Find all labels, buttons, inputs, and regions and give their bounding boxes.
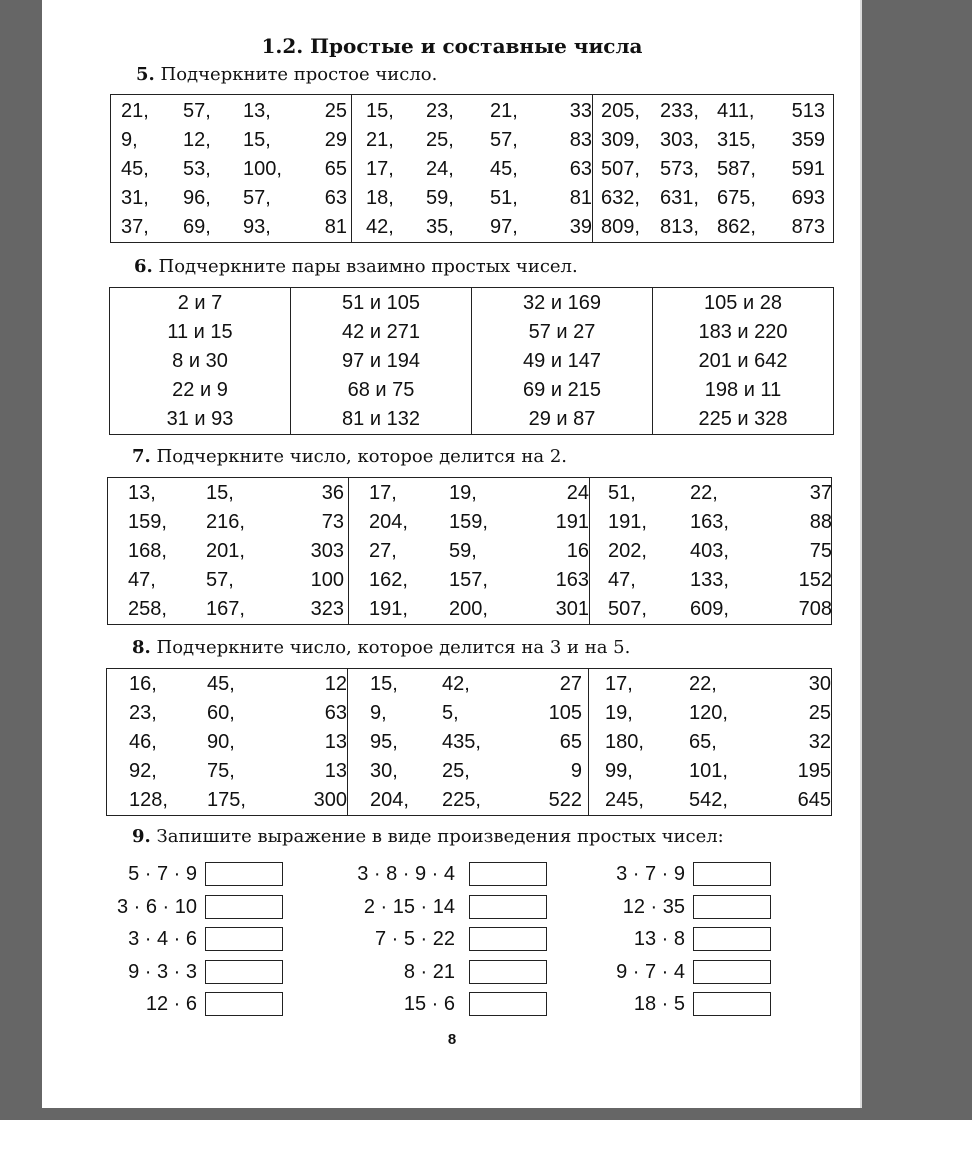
table-cell: 92, — [129, 760, 157, 782]
task-5-block-3 — [593, 95, 834, 243]
task-5-table — [110, 94, 834, 243]
table-cell: 9, — [121, 129, 138, 151]
table-cell: 93, — [243, 216, 271, 238]
table-cell: 301 — [555, 598, 589, 620]
list-item: 97 и 194 — [342, 350, 420, 372]
expression-label: 15 · 6 — [403, 993, 455, 1015]
table-cell: 200, — [449, 598, 488, 620]
table-cell: 813, — [660, 216, 699, 238]
table-cell: 708 — [798, 598, 832, 620]
table-cell: 12 — [324, 673, 347, 695]
table-cell: 57, — [490, 129, 518, 151]
table-cell: 100 — [310, 569, 344, 591]
task-6-block-2 — [291, 288, 472, 435]
task-5-block-2 — [352, 95, 593, 243]
table-cell: 22, — [689, 673, 717, 695]
list-item: 105 и 28 — [704, 292, 782, 314]
task-8-block-1 — [107, 669, 348, 816]
table-cell: 403, — [690, 540, 729, 562]
table-cell: 609, — [690, 598, 729, 620]
table-cell: 191 — [555, 511, 589, 533]
table-cell: 81 — [324, 216, 347, 238]
table-cell: 631, — [660, 187, 699, 209]
table-cell: 21, — [121, 100, 149, 122]
task-7-block-3 — [590, 478, 832, 625]
table-cell: 96, — [183, 187, 211, 209]
table-cell: 216, — [206, 511, 245, 533]
list-item: 31 и 93 — [166, 408, 234, 430]
task-6-text: Подчеркните пары взаимно простых чисел. — [152, 256, 578, 277]
task-6-table — [109, 287, 834, 435]
table-cell: 32 — [808, 731, 831, 753]
table-cell: 47, — [608, 569, 636, 591]
list-item: 11 и 15 — [167, 321, 233, 343]
table-cell: 90, — [207, 731, 235, 753]
expression-row — [42, 960, 773, 984]
table-cell: 101, — [689, 760, 728, 782]
expression-row — [42, 992, 773, 1016]
worksheet-page — [42, 0, 862, 1108]
table-cell: 33 — [569, 100, 592, 122]
table-cell: 83 — [569, 129, 592, 151]
expression-label: 8 · 21 — [403, 961, 455, 983]
table-cell: 513 — [791, 100, 825, 122]
table-cell: 25 — [808, 702, 831, 724]
table-cell: 23, — [426, 100, 454, 122]
task-8-heading — [132, 637, 630, 658]
table-cell: 29 — [324, 129, 347, 151]
table-cell: 675, — [717, 187, 756, 209]
expression-label: 3 · 6 · 10 — [116, 896, 197, 918]
table-cell: 27, — [369, 540, 397, 562]
expression-row — [42, 927, 773, 951]
task-6-block-4 — [653, 288, 834, 435]
list-item: 29 и 87 — [528, 408, 596, 430]
list-item: 201 и 642 — [698, 350, 788, 372]
table-cell: 35, — [426, 216, 454, 238]
table-cell: 133, — [690, 569, 729, 591]
table-cell: 47, — [128, 569, 156, 591]
table-cell: 21, — [366, 129, 394, 151]
expression-label: 13 · 8 — [633, 928, 685, 950]
table-cell: 57, — [243, 187, 271, 209]
expression-row — [42, 862, 773, 886]
table-cell: 809, — [601, 216, 640, 238]
table-cell: 315, — [717, 129, 756, 151]
table-cell: 13 — [324, 760, 347, 782]
table-cell: 162, — [369, 569, 408, 591]
page-title: 1.2. Простые и составные числа — [261, 34, 643, 58]
table-cell: 75, — [207, 760, 235, 782]
table-cell: 9, — [370, 702, 387, 724]
list-item: 8 и 30 — [172, 350, 228, 372]
table-cell: 245, — [605, 789, 644, 811]
expression-label: 9 · 7 · 4 — [616, 961, 685, 983]
table-cell: 128, — [129, 789, 168, 811]
list-item: 32 и 169 — [523, 292, 601, 314]
task-6-number: 6. — [134, 256, 153, 277]
table-cell: 24, — [426, 158, 454, 180]
table-cell: 9 — [570, 760, 582, 782]
list-item: 225 и 328 — [698, 408, 788, 430]
task-7-block-2 — [349, 478, 590, 625]
task-8-number: 8. — [132, 637, 151, 658]
expression-label: 12 · 35 — [622, 896, 685, 918]
table-cell: 59, — [426, 187, 454, 209]
table-cell: 204, — [370, 789, 409, 811]
table-cell: 587, — [717, 158, 756, 180]
list-item: 57 и 27 — [528, 321, 596, 343]
table-cell: 303 — [310, 540, 344, 562]
table-cell: 95, — [370, 731, 398, 753]
table-cell: 180, — [605, 731, 644, 753]
expression-label: 5 · 7 · 9 — [128, 863, 197, 885]
table-cell: 359 — [791, 129, 825, 151]
expression-row — [42, 895, 773, 919]
task-5-block-1 — [111, 95, 352, 243]
table-cell: 205, — [601, 100, 640, 122]
table-cell: 15, — [370, 673, 398, 695]
table-cell: 15, — [366, 100, 394, 122]
table-cell: 17, — [605, 673, 633, 695]
table-cell: 51, — [490, 187, 518, 209]
table-cell: 12, — [183, 129, 211, 151]
answer-box[interactable] — [693, 960, 771, 984]
table-cell: 37 — [809, 482, 832, 504]
task-5-number: 5. — [136, 64, 155, 85]
table-cell: 45, — [207, 673, 235, 695]
table-cell: 168, — [128, 540, 167, 562]
table-cell: 522 — [548, 789, 582, 811]
list-item: 42 и 271 — [342, 321, 420, 343]
table-cell: 5, — [442, 702, 459, 724]
table-cell: 693 — [791, 187, 825, 209]
task-6-block-3 — [472, 288, 653, 435]
table-cell: 17, — [369, 482, 397, 504]
table-cell: 31, — [121, 187, 149, 209]
table-cell: 73 — [321, 511, 344, 533]
list-item: 198 и 11 — [704, 379, 782, 401]
table-cell: 167, — [206, 598, 245, 620]
list-item: 69 и 215 — [523, 379, 601, 401]
table-cell: 18, — [366, 187, 394, 209]
task-5-heading — [136, 64, 437, 85]
table-cell: 300 — [313, 789, 347, 811]
table-cell: 37, — [121, 216, 149, 238]
table-cell: 23, — [129, 702, 157, 724]
table-cell: 163 — [555, 569, 589, 591]
table-cell: 63 — [324, 187, 347, 209]
table-cell: 17, — [366, 158, 394, 180]
table-cell: 411, — [717, 100, 755, 122]
table-cell: 13, — [243, 100, 271, 122]
table-cell: 15, — [206, 482, 234, 504]
table-cell: 60, — [207, 702, 235, 724]
expression-label: 9 · 3 · 3 — [128, 961, 197, 983]
list-item: 2 и 7 — [177, 292, 223, 314]
table-cell: 233, — [660, 100, 699, 122]
table-cell: 63 — [324, 702, 347, 724]
table-cell: 19, — [449, 482, 477, 504]
table-cell: 873 — [791, 216, 825, 238]
answer-box[interactable] — [693, 862, 771, 886]
table-cell: 39 — [569, 216, 592, 238]
answer-box[interactable] — [693, 895, 771, 919]
expression-label: 2 · 15 · 14 — [363, 896, 455, 918]
table-cell: 21, — [490, 100, 518, 122]
table-cell: 81 — [569, 187, 592, 209]
task-7-number: 7. — [132, 446, 151, 467]
table-cell: 19, — [605, 702, 633, 724]
table-cell: 46, — [129, 731, 157, 753]
task-8-block-3 — [589, 669, 832, 816]
table-cell: 36 — [321, 482, 344, 504]
table-cell: 42, — [442, 673, 470, 695]
table-cell: 159, — [449, 511, 488, 533]
task-7-block-1 — [108, 478, 349, 625]
table-cell: 30, — [370, 760, 398, 782]
table-cell: 63 — [569, 158, 592, 180]
list-item: 68 и 75 — [347, 379, 415, 401]
table-cell: 105 — [548, 702, 582, 724]
table-cell: 22, — [690, 482, 718, 504]
answer-box[interactable] — [693, 927, 771, 951]
task-8-table — [106, 668, 832, 816]
task-7-text: Подчеркните число, которое делится на 2. — [150, 446, 568, 467]
table-cell: 25, — [426, 129, 454, 151]
table-cell: 65, — [689, 731, 717, 753]
expression-label: 3 · 8 · 9 · 4 — [357, 863, 455, 885]
table-cell: 157, — [449, 569, 488, 591]
table-cell: 204, — [369, 511, 408, 533]
table-cell: 15, — [243, 129, 271, 151]
expression-label: 3 · 4 · 6 — [128, 928, 197, 950]
table-cell: 195 — [797, 760, 831, 782]
list-item: 49 и 147 — [523, 350, 601, 372]
table-cell: 175, — [207, 789, 246, 811]
task-8-text: Подчеркните число, которое делится на 3 и на 5. — [150, 637, 631, 658]
table-cell: 323 — [310, 598, 344, 620]
table-cell: 42, — [366, 216, 394, 238]
table-cell: 65 — [324, 158, 347, 180]
table-cell: 120, — [689, 702, 728, 724]
page-number: 8 — [447, 1031, 457, 1048]
task-9-text: Запишите выражение в виде произведения простых чисел: — [150, 826, 724, 847]
task-9-number: 9. — [132, 826, 151, 847]
list-item: 51 и 105 — [342, 292, 420, 314]
expression-label: 3 · 7 · 9 — [616, 863, 685, 885]
table-cell: 25 — [324, 100, 347, 122]
table-cell: 862, — [717, 216, 756, 238]
table-cell: 16 — [566, 540, 589, 562]
table-cell: 591 — [791, 158, 825, 180]
table-cell: 202, — [608, 540, 647, 562]
list-item: 81 и 132 — [342, 408, 420, 430]
table-cell: 163, — [690, 511, 729, 533]
list-item: 183 и 220 — [698, 321, 788, 343]
table-cell: 191, — [369, 598, 408, 620]
table-cell: 25, — [442, 760, 470, 782]
table-cell: 65 — [559, 731, 582, 753]
table-cell: 24 — [566, 482, 589, 504]
table-cell: 75 — [809, 540, 832, 562]
task-9-heading — [132, 826, 724, 847]
table-cell: 13, — [128, 482, 156, 504]
table-cell: 191, — [608, 511, 647, 533]
task-7-heading — [132, 446, 567, 467]
table-cell: 507, — [601, 158, 640, 180]
answer-box[interactable] — [693, 992, 771, 1016]
task-6-block-1 — [110, 288, 291, 435]
scan-bottom-strip — [0, 1120, 972, 1152]
table-cell: 573, — [660, 158, 699, 180]
task-7-table — [107, 477, 832, 625]
table-cell: 45, — [490, 158, 518, 180]
expression-label: 7 · 5 · 22 — [374, 928, 455, 950]
table-cell: 309, — [601, 129, 640, 151]
table-cell: 13 — [324, 731, 347, 753]
table-cell: 69, — [183, 216, 211, 238]
expression-label: 18 · 5 — [633, 993, 685, 1015]
table-cell: 59, — [449, 540, 477, 562]
table-cell: 30 — [808, 673, 831, 695]
table-cell: 542, — [689, 789, 728, 811]
table-cell: 100, — [243, 158, 282, 180]
table-cell: 16, — [129, 673, 157, 695]
table-cell: 632, — [601, 187, 640, 209]
table-cell: 53, — [183, 158, 211, 180]
table-cell: 435, — [442, 731, 481, 753]
table-cell: 159, — [128, 511, 167, 533]
table-cell: 645 — [797, 789, 831, 811]
table-cell: 88 — [809, 511, 832, 533]
table-cell: 57, — [183, 100, 211, 122]
table-cell: 97, — [490, 216, 518, 238]
table-cell: 99, — [605, 760, 633, 782]
table-cell: 258, — [128, 598, 167, 620]
task-5-text: Подчеркните простое число. — [154, 64, 438, 85]
table-cell: 51, — [608, 482, 636, 504]
table-cell: 27 — [559, 673, 582, 695]
table-cell: 507, — [608, 598, 647, 620]
table-cell: 225, — [442, 789, 481, 811]
expression-label: 12 · 6 — [145, 993, 197, 1015]
table-cell: 57, — [206, 569, 234, 591]
list-item: 22 и 9 — [172, 379, 228, 401]
task-8-block-2 — [348, 669, 589, 816]
table-cell: 201, — [206, 540, 245, 562]
table-cell: 303, — [660, 129, 699, 151]
task-6-heading — [134, 256, 578, 277]
table-cell: 152 — [798, 569, 832, 591]
table-cell: 45, — [121, 158, 149, 180]
